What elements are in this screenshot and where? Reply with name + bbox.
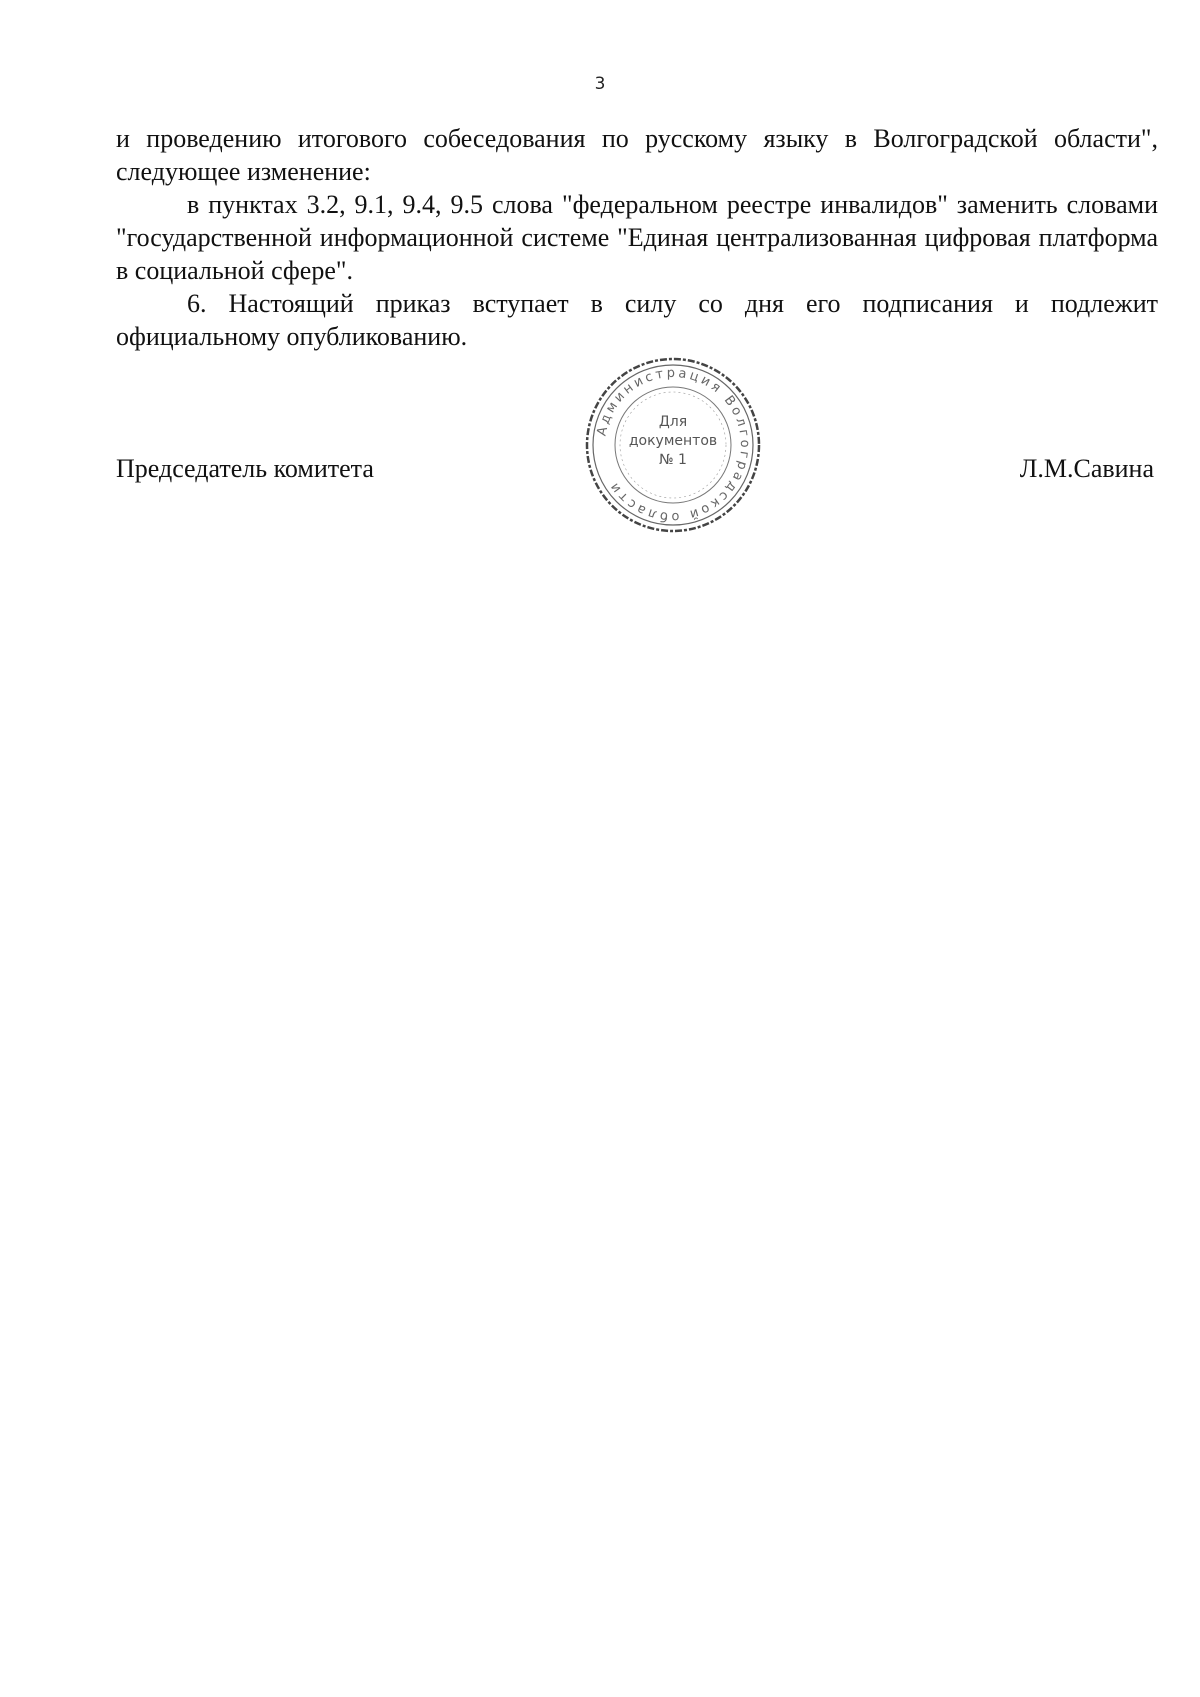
paragraph-effective-date: 6. Настоящий приказ вступает в силу со дня его подписания и подлежит официальному опубликованию. — [116, 289, 1158, 351]
seal-ring-text: Администрация Волгоградской области — [594, 365, 753, 525]
page-number: 3 — [594, 74, 606, 94]
document-body — [116, 122, 1158, 353]
paragraph-continuation: и проведению итогового собеседования по русскому языку в Волгоградской области", следующее изменение: — [116, 124, 1158, 186]
official-seal-stamp — [583, 355, 763, 535]
signatory-name: Л.М.Савина — [1019, 454, 1154, 483]
paragraph-amendment: в пунктах 3.2, 9.1, 9.4, 9.5 слова "федеральном реестре инвалидов" заменить словами "государственной информационной системе "Единая централизованная цифровая платформа в социальной сфере". — [116, 190, 1158, 285]
seal-center-text — [583, 413, 763, 470]
seal-line-3: № 1 — [659, 452, 687, 468]
signatory-position: Председатель комитета — [116, 454, 374, 483]
seal-line-1: Для — [658, 414, 688, 430]
seal-line-2: документов — [628, 433, 718, 449]
